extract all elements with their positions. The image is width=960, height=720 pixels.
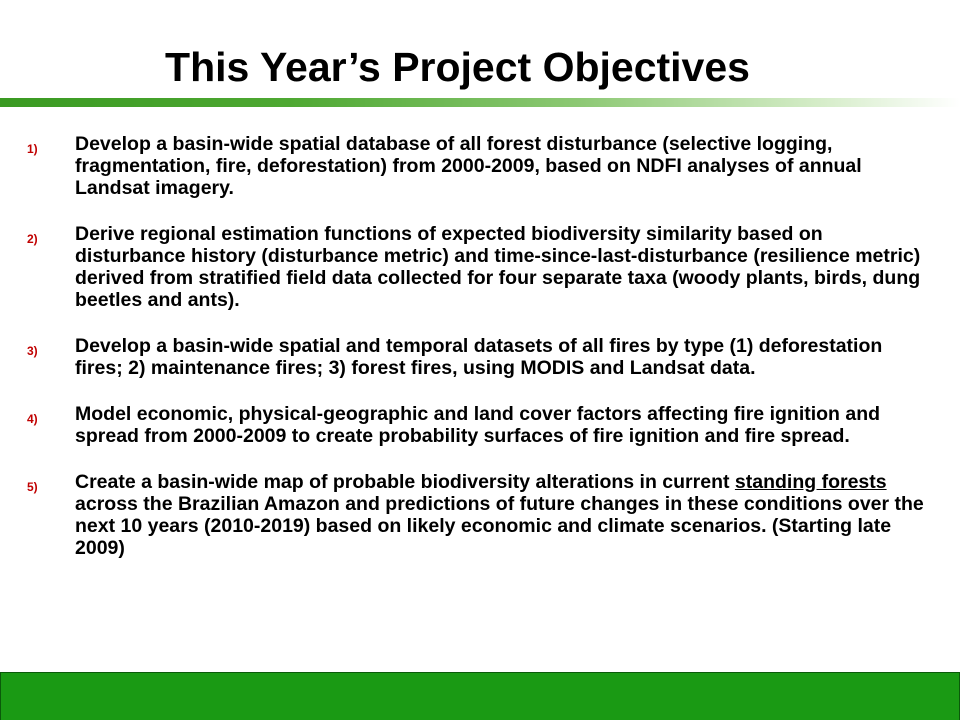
objective-item	[27, 223, 932, 311]
objective-text-part: Create a basin-wide map of probable biodiversity alterations in current	[75, 471, 735, 493]
underlined-term: standing forests	[734, 471, 887, 493]
objectives-list	[27, 133, 932, 583]
title-underline-bar	[0, 98, 960, 107]
footer-bar	[0, 672, 960, 720]
objective-number: 3)	[27, 344, 38, 358]
objective-text: Develop a basin-wide spatial and temporal datasets of all fires by type (1) deforestation fires; 2) maintenance fires; 3) forest fires, using MODIS and Landsat data.	[75, 335, 883, 379]
objective-item	[27, 335, 932, 379]
objective-item	[27, 133, 932, 199]
objective-item	[27, 471, 932, 559]
objective-number: 5)	[27, 480, 38, 494]
objective-number: 2)	[27, 232, 38, 246]
objective-text: Derive regional estimation functions of expected biodiversity similarity based on disturbance history (disturbance metric) and time-since-last-disturbance (resilience metric) derived from stratified field data collected for four separate taxa (woody plants, birds, dung beetles and ants).	[75, 223, 921, 311]
objective-number: 1)	[27, 142, 38, 156]
slide-title: This Year’s Project Objectives	[165, 44, 750, 90]
objective-item	[27, 403, 932, 447]
objective-text-part: across the Brazilian Amazon and predictions of future changes in these conditions over the next 10 years (2010-2019) based on likely economic and climate scenarios. (Starting late 2009)	[75, 493, 924, 559]
objective-text: Develop a basin-wide spatial database of all forest disturbance (selective logging, fragmentation, fire, deforestation) from 2000-2009, based on NDFI analyses of annual Landsat imagery.	[75, 133, 862, 199]
objective-text: Model economic, physical-geographic and land cover factors affecting fire ignition and spread from 2000-2009 to create probability surfaces of fire ignition and fire spread.	[75, 403, 881, 447]
objective-text	[75, 471, 932, 559]
objective-number: 4)	[27, 412, 38, 426]
